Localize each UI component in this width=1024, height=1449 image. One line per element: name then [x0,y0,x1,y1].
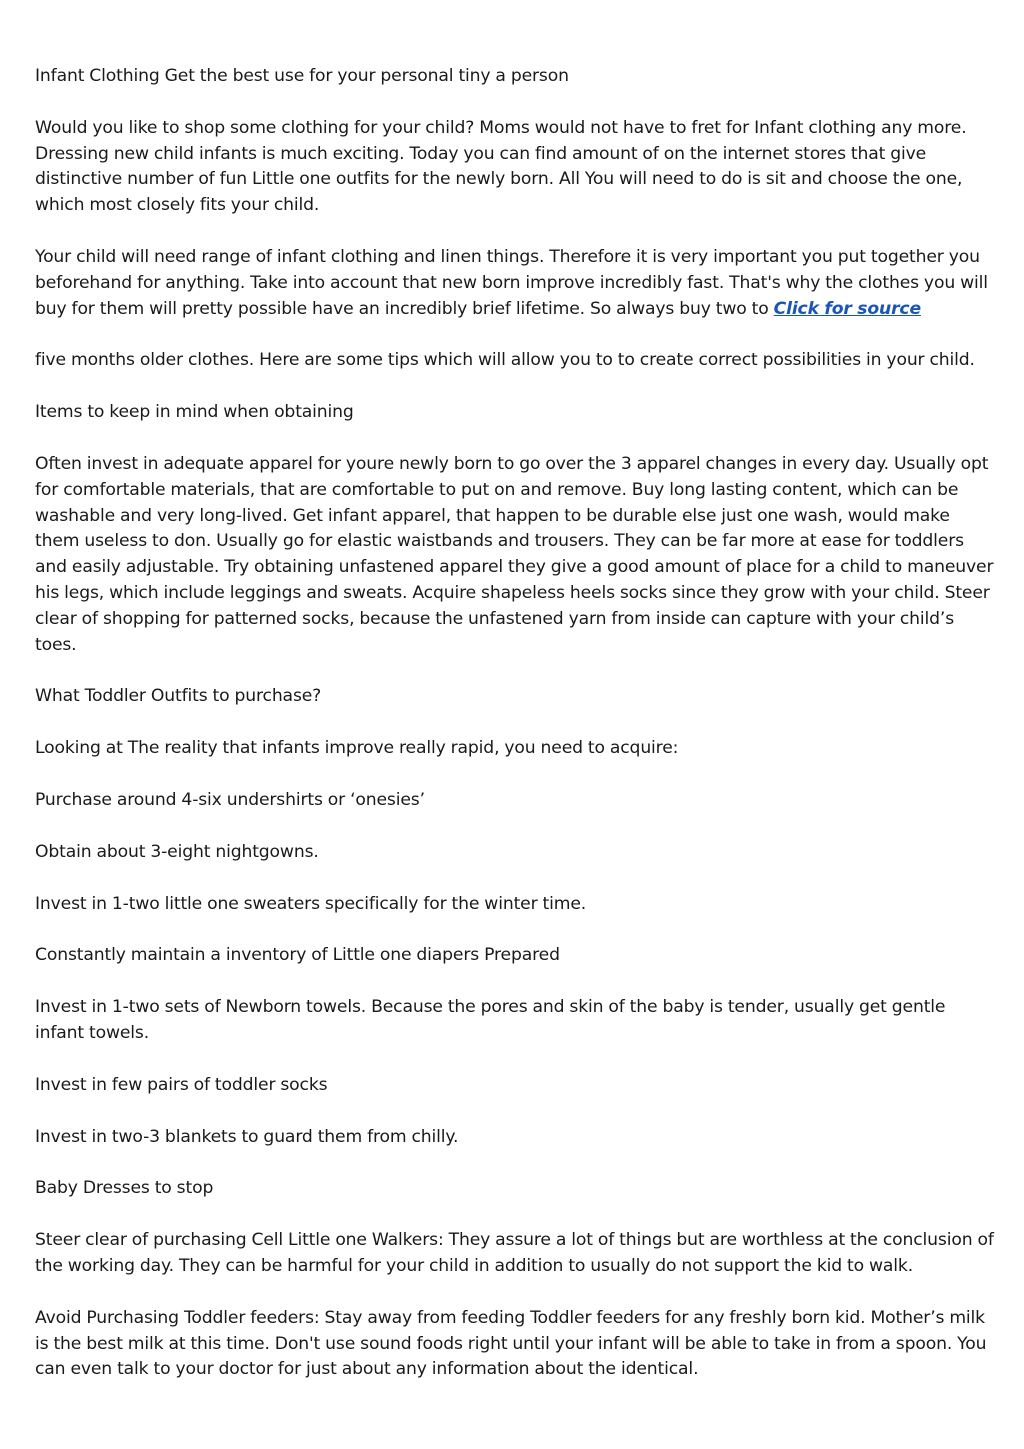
list-item: Invest in 1-two little one sweaters specifically for the winter time. [35,893,587,914]
list-item: Invest in few pairs of toddler socks [35,1074,328,1095]
click-for-source-link[interactable]: Click for source [773,298,921,319]
section-heading-items: Items to keep in mind when obtaining [35,402,354,423]
list-item: Constantly maintain a inventory of Little one diapers Prepared [35,945,560,966]
intro-paragraph: Would you like to shop some clothing for your child? Moms would not have to fret for Infant clothing any more. Dressing new child infants is much exciting. Today you can find amount of on the internet stores that give distinctive number of fun Little one outfits for the newly born. All You will need to do is sit and choose the one, which most closely fits your child. [35,117,967,216]
paragraph-text: Your child will need range of infant clothing and linen things. Therefore it is very important you put together you beforehand for anything. Take into account that new born improve incredibly fast. That's why the clothes you will buy for them will pretty possible have an incredibly brief lifetime. So always buy two to [35,246,988,319]
list-item: Invest in two-3 blankets to guard them from chilly. [35,1126,459,1147]
section-heading-outfits: What Toddler Outfits to purchase? [35,686,322,707]
paragraph: Often invest in adequate apparel for youre newly born to go over the 3 apparel changes in every day. Usually opt for comfortable materials, that are comfortable to put on and remove. Buy long lasting content, which can be washable and very long-lived. Get infant apparel, that happen to be durable else just one wash, would make them useless to don. Usually go for elastic waistbands and trousers. They can be far more at ease for toddlers and easily adjustable. Try obtaining unfastened apparel they give a good amount of place for a child to maneuver his legs, which include leggings and sweats. Acquire shapeless heels socks since they grow with your child. Steer clear of shopping for patterned socks, because the unfastened yarn from inside can capture with your child’s toes. [35,453,994,655]
paragraph-with-link [35,245,995,322]
paragraph: Looking at The reality that infants improve really rapid, you need to acquire: [35,738,679,759]
document-title: Infant Clothing Get the best use for your personal tiny a person [35,66,569,86]
paragraph: Steer clear of purchasing Cell Little one Walkers: They assure a lot of things but are worthless at the conclusion of the working day. They can be harmful for your child in addition to usually do not support the kid to walk. [35,1230,994,1276]
list-item: Purchase around 4-six undershirts or ‘onesies’ [35,789,425,810]
list-item: Invest in 1-two sets of Newborn towels. Because the pores and skin of the baby is tender, usually get gentle infant towels. [35,997,946,1043]
document-body [35,64,995,1409]
list-item: Obtain about 3-eight nightgowns. [35,841,319,862]
paragraph: five months older clothes. Here are some tips which will allow you to to create correct possibilities in your child. [35,350,975,371]
section-heading-stop: Baby Dresses to stop [35,1178,214,1199]
paragraph: Avoid Purchasing Toddler feeders: Stay away from feeding Toddler feeders for any freshly born kid. Mother’s milk is the best milk at this time. Don't use sound foods right until your infant will be able to take in from a spoon. You can even talk to your doctor for just about any information about the identical. [35,1307,987,1380]
